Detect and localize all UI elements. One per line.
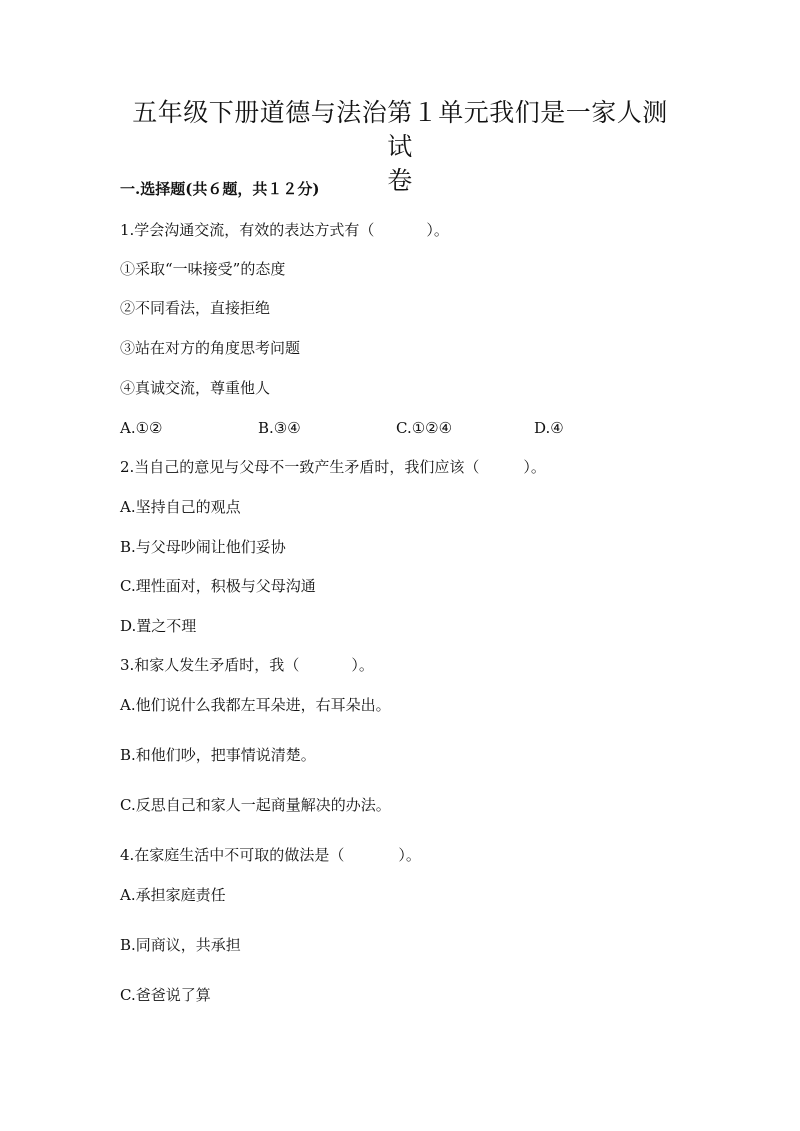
question-2-option-b: B.与父母吵闹让他们妥协 <box>120 538 286 556</box>
question-1-option-c: C.①②④ <box>396 419 453 437</box>
title-line-2: 卷 <box>387 166 413 195</box>
question-3-option-c: C.反思自己和家人一起商量解决的办法。 <box>120 796 391 814</box>
question-1-stem: 1.学会沟通交流，有效的表达方式有（ ）。 <box>120 221 449 239</box>
question-1-statement: ④真诚交流，尊重他人 <box>120 379 271 397</box>
question-3-option-a: A.他们说什么我都左耳朵进，右耳朵出。 <box>120 696 391 714</box>
question-4-option-a: A.承担家庭责任 <box>120 886 226 904</box>
question-1-statement: ①采取“一味接受”的态度 <box>120 260 286 278</box>
question-2-option-d: D.置之不理 <box>120 617 197 635</box>
question-1-statement: ③站在对方的角度思考问题 <box>120 339 301 357</box>
question-1-option-a: A.①② <box>120 419 163 437</box>
question-4-stem: 4.在家庭生活中不可取的做法是（ ）。 <box>120 846 421 864</box>
question-3-option-b: B.和他们吵，把事情说清楚。 <box>120 746 316 764</box>
question-4-option-c: C.爸爸说了算 <box>120 986 211 1004</box>
question-1-option-b: B.③④ <box>258 419 301 437</box>
question-2-option-c: C.理性面对，积极与父母沟通 <box>120 577 316 595</box>
question-1-option-d: D.④ <box>534 419 564 437</box>
question-4-option-b: B.同商议，共承担 <box>120 936 241 954</box>
title-line-1: 五年级下册道德与法治第１单元我们是一家人测试 <box>132 98 668 161</box>
question-2-option-a: A.坚持自己的观点 <box>120 498 241 516</box>
question-2-stem: 2.当自己的意见与父母不一致产生矛盾时，我们应该（ ）。 <box>120 458 546 476</box>
section-heading: 一.选择题(共６题，共１２分) <box>120 180 320 198</box>
question-3-stem: 3.和家人发生矛盾时，我（ ）。 <box>120 656 374 674</box>
question-1-statement: ②不同看法，直接拒绝 <box>120 299 271 317</box>
